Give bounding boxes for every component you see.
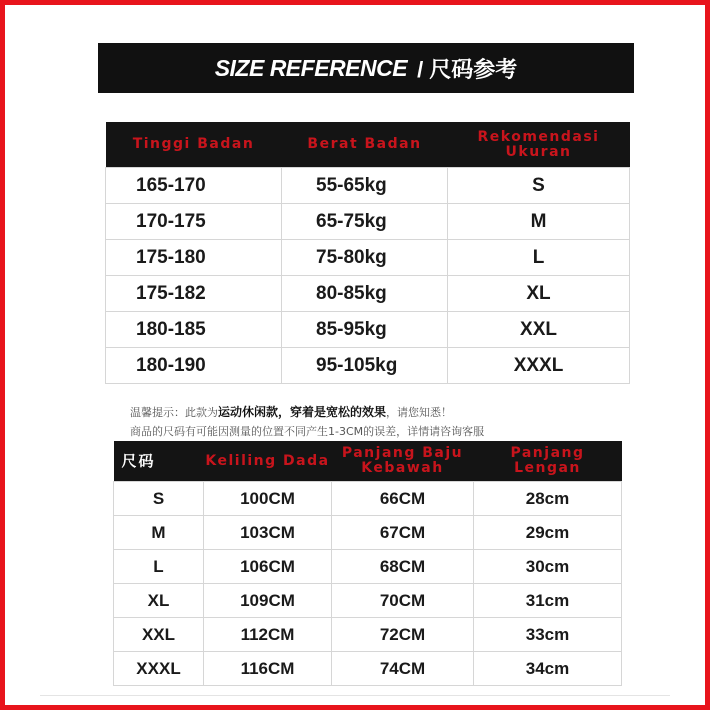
chest-cell: 100CM: [204, 482, 332, 516]
table-header-row: [106, 122, 630, 168]
height-cell: 175-180: [106, 240, 282, 276]
length-cell: 66CM: [332, 482, 474, 516]
length-cell: 70CM: [332, 584, 474, 618]
size-cell: M: [448, 204, 630, 240]
table-row: [114, 482, 622, 516]
table-row: [106, 240, 630, 276]
table-row: [114, 584, 622, 618]
weight-cell: 85-95kg: [282, 312, 448, 348]
sleeve-cell: 28cm: [474, 482, 622, 516]
size-cell: XL: [114, 584, 204, 618]
note-prefix: 温馨提示：此款为: [130, 406, 218, 419]
note-line-1: [130, 403, 650, 420]
size-cell: L: [114, 550, 204, 584]
size-cell: XXL: [114, 618, 204, 652]
weight-cell: 95-105kg: [282, 348, 448, 384]
table-row: [114, 618, 622, 652]
header-panjang-lengan: Panjang Lengan: [474, 441, 622, 482]
table-row: [114, 652, 622, 686]
weight-cell: 80-85kg: [282, 276, 448, 312]
height-cell: 175-182: [106, 276, 282, 312]
size-cell: S: [448, 168, 630, 204]
weight-cell: 55-65kg: [282, 168, 448, 204]
table-header-row: [114, 441, 622, 482]
note-line-2: 商品的尺码有可能因测量的位置不同产生1-3CM的误差，详情请咨询客服: [130, 425, 485, 438]
banner-title-chinese: / 尺码参考: [417, 56, 518, 82]
sleeve-cell: 34cm: [474, 652, 622, 686]
length-cell: 72CM: [332, 618, 474, 652]
note-suffix: ，请您知悉！: [386, 406, 453, 419]
chest-cell: 109CM: [204, 584, 332, 618]
table-row: [114, 516, 622, 550]
size-cell: XXXL: [448, 348, 630, 384]
chest-cell: 106CM: [204, 550, 332, 584]
weight-cell: 65-75kg: [282, 204, 448, 240]
length-cell: 74CM: [332, 652, 474, 686]
size-reference-banner: [98, 43, 634, 93]
height-cell: 170-175: [106, 204, 282, 240]
height-cell: 165-170: [106, 168, 282, 204]
sleeve-cell: 33cm: [474, 618, 622, 652]
table-row: [106, 168, 630, 204]
size-cell: M: [114, 516, 204, 550]
length-cell: 67CM: [332, 516, 474, 550]
weight-cell: 75-80kg: [282, 240, 448, 276]
header-panjang-baju: Panjang Baju Kebawah: [332, 441, 474, 482]
sleeve-cell: 30cm: [474, 550, 622, 584]
header-tinggi-badan: Tinggi Badan: [106, 122, 282, 168]
header-rekomendasi-ukuran: Rekomendasi Ukuran: [448, 122, 630, 168]
table-row: [106, 204, 630, 240]
sleeve-cell: 29cm: [474, 516, 622, 550]
size-cell: XL: [448, 276, 630, 312]
chest-cell: 116CM: [204, 652, 332, 686]
table-row: [106, 348, 630, 384]
chest-cell: 103CM: [204, 516, 332, 550]
height-cell: 180-185: [106, 312, 282, 348]
chest-cell: 112CM: [204, 618, 332, 652]
header-berat-badan: Berat Badan: [282, 122, 448, 168]
table-row: [114, 550, 622, 584]
height-cell: 180-190: [106, 348, 282, 384]
size-recommendation-table: [105, 122, 630, 384]
bottom-divider: [40, 695, 670, 696]
size-cell: XXL: [448, 312, 630, 348]
size-cell: L: [448, 240, 630, 276]
table-row: [106, 312, 630, 348]
size-cell: XXXL: [114, 652, 204, 686]
sleeve-cell: 31cm: [474, 584, 622, 618]
header-keliling-dada: Keliling Dada: [204, 441, 332, 482]
table-row: [106, 276, 630, 312]
note-highlight: 运动休闲款，穿着是宽松的效果: [218, 405, 387, 419]
measurement-table: [113, 441, 622, 686]
banner-title: SIZE REFERENCE: [214, 54, 408, 81]
length-cell: 68CM: [332, 550, 474, 584]
header-chima: 尺码: [114, 441, 204, 482]
size-cell: S: [114, 482, 204, 516]
